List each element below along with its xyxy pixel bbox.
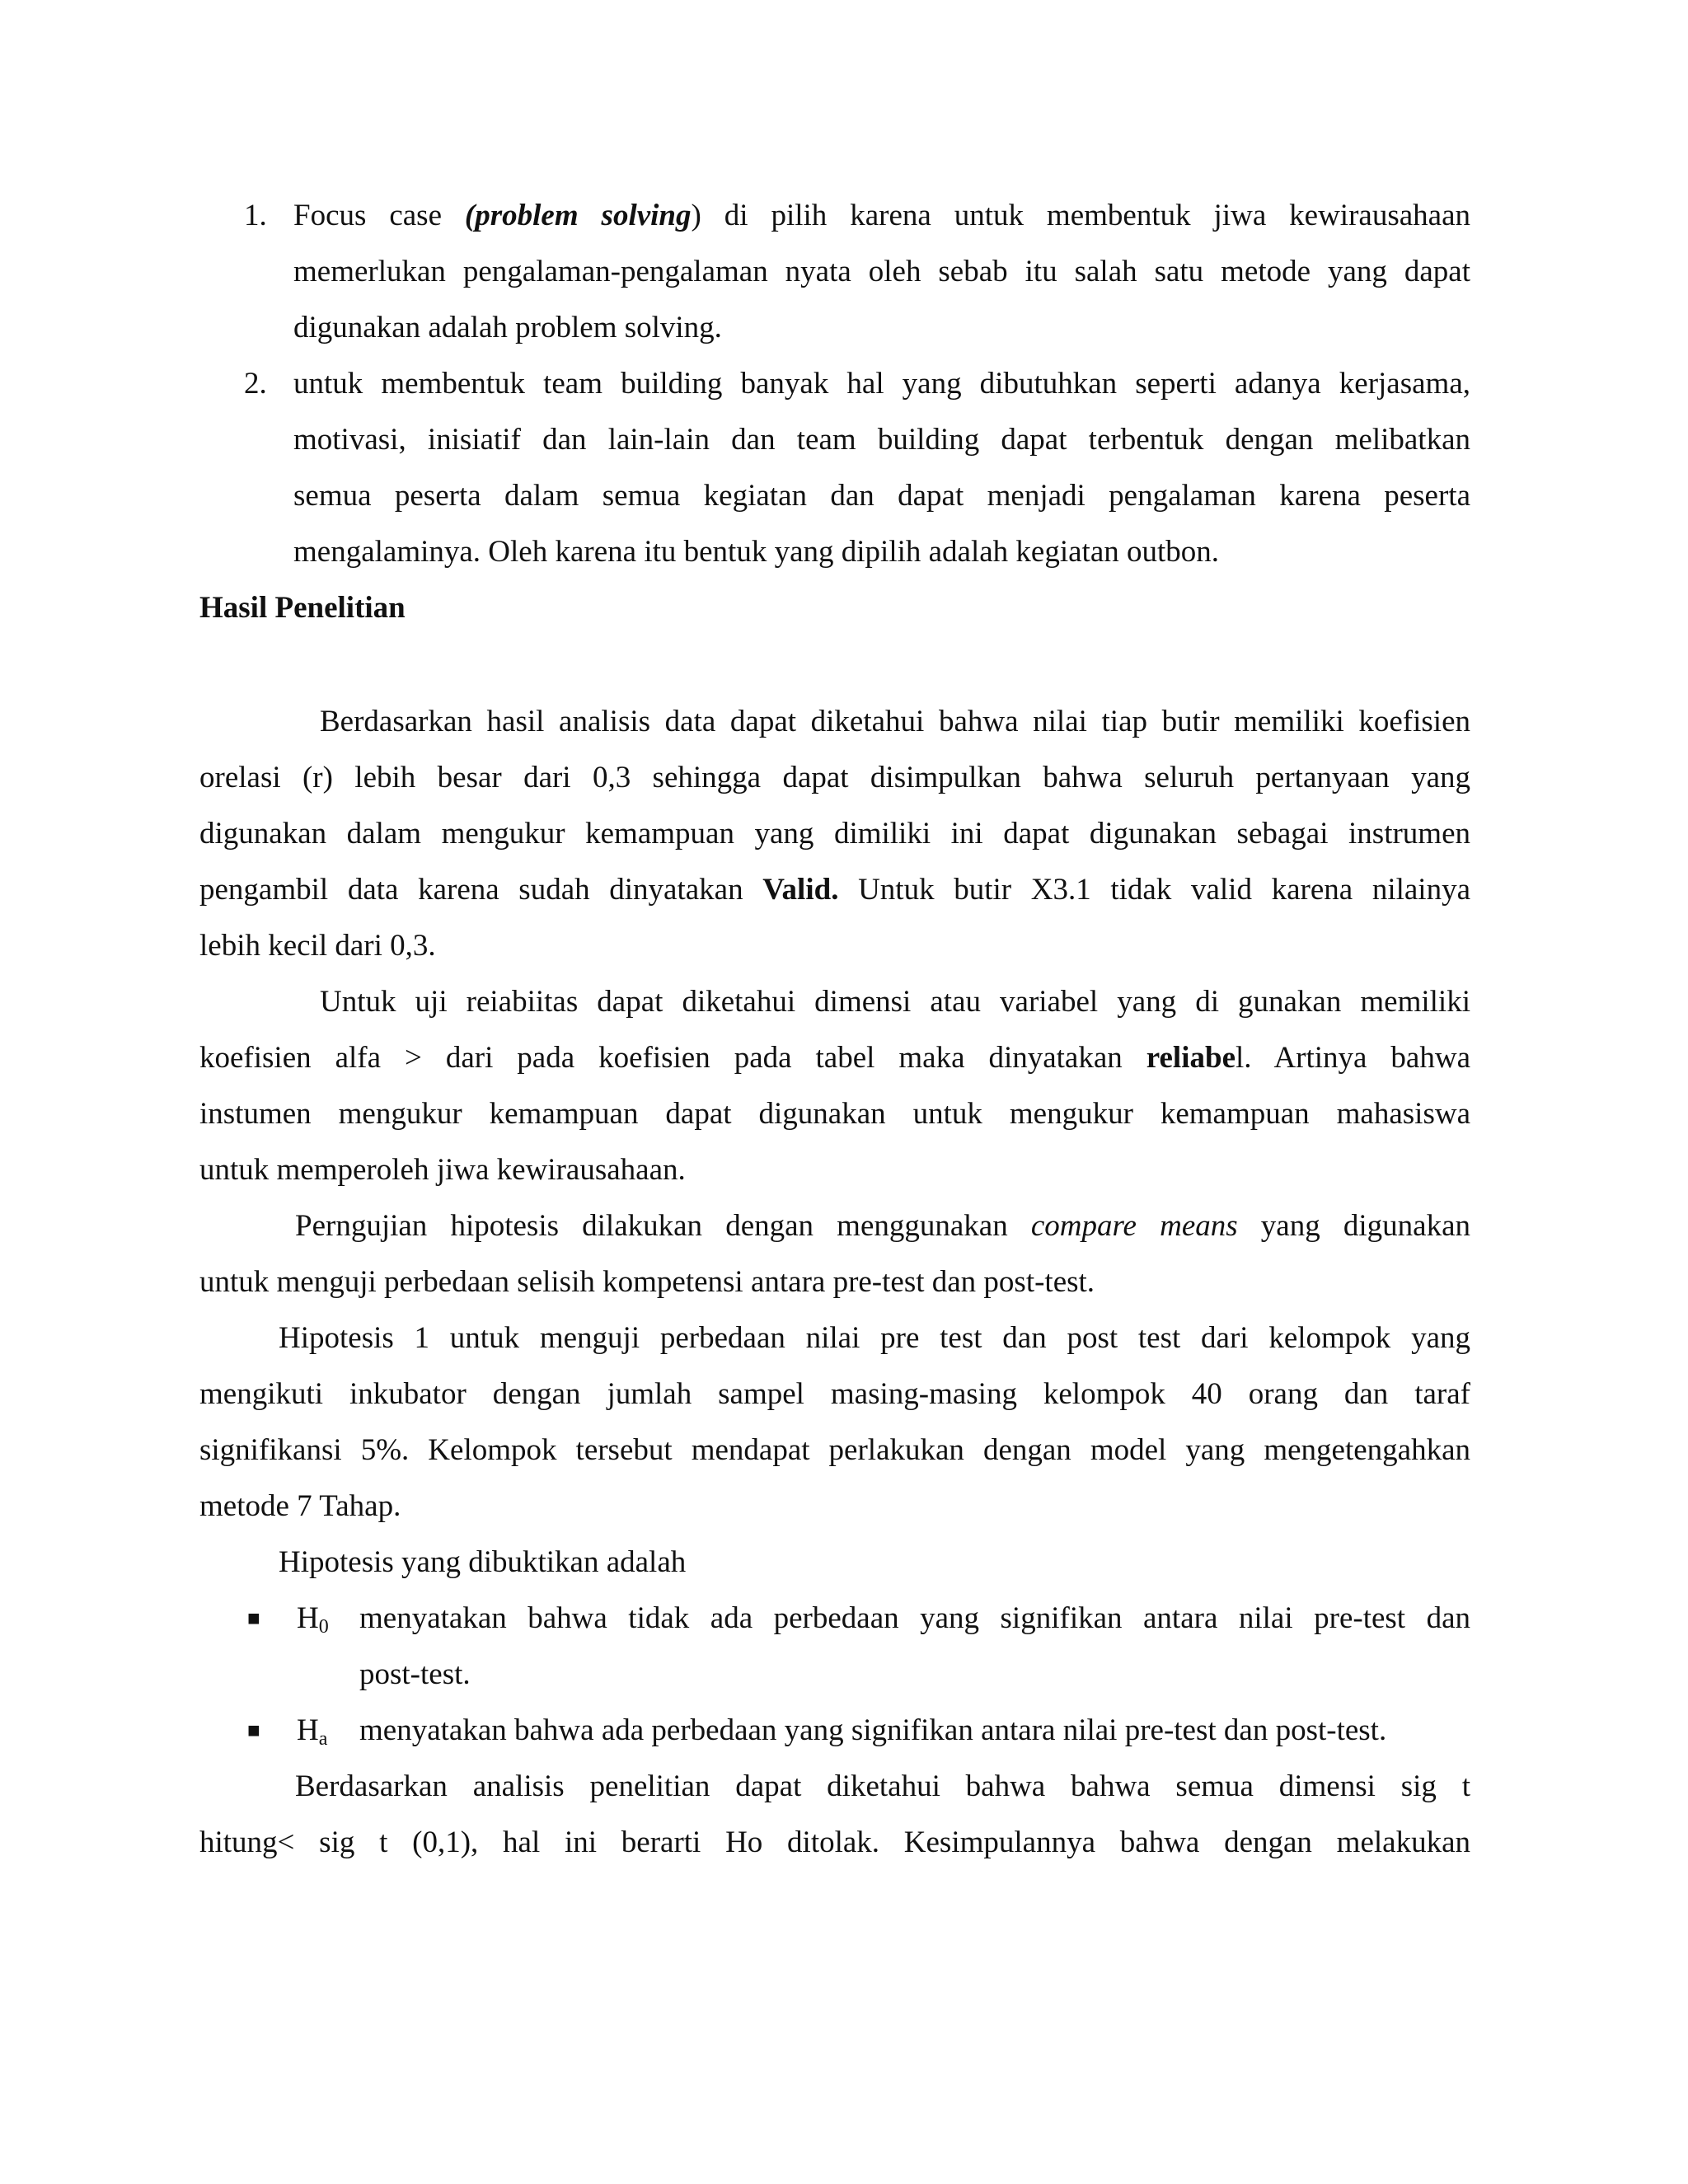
hypothesis-ha-line-1: menyatakan bahwa ada perbedaan yang signifikan antara nilai pre-test dan post-test.	[359, 1713, 1387, 1747]
paragraph-5-line-1: Hipotesis yang dibuktikan adalah	[279, 1545, 687, 1579]
paragraph-4-line-4: metode 7 Tahap.	[199, 1489, 401, 1523]
paragraph-4-line-1: Hipotesis 1 untuk menguji perbedaan nilai pre test dan post test dari kelompok yang	[279, 1321, 1470, 1355]
list-item-2-line-4: mengalaminya. Oleh karena itu bentuk yang dipilih adalah kegiatan outbon.	[293, 535, 1220, 569]
paragraph-6-line-2: hitung< sig t (0,1), hal ini berarti Ho ditolak. Kesimpulannya bahwa dengan melakukan	[199, 1825, 1470, 1859]
paragraph-1-line-5: lebih kecil dari 0,3.	[199, 929, 436, 963]
hypothesis-h0-symbol: $H_0$	[297, 1601, 329, 1638]
paragraph-1-line-3: digunakan dalam mengukur kemampuan yang dimiliki ini dapat digunakan sebagai instrumen	[199, 817, 1470, 851]
list-number-1: 1.	[244, 199, 267, 232]
hypothesis-h0-line-2: post-test.	[359, 1657, 471, 1691]
hypothesis-h0-line-1: menyatakan bahwa tidak ada perbedaan yang signifikan antara nilai pre-test dan	[359, 1601, 1470, 1635]
paragraph-4-line-3: signifikansi 5%. Kelompok tersebut mendapat perlakukan dengan model yang mengetengahkan	[199, 1433, 1470, 1467]
list-item-2-line-2: motivasi, inisiatif dan lain-lain dan team building dapat terbentuk dengan melibatkan	[293, 423, 1470, 457]
paragraph-1-line-2: orelasi (r) lebih besar dari 0,3 sehingga dapat disimpulkan bahwa seluruh pertanyaan yang	[199, 761, 1470, 794]
bullet-icon: ■	[247, 1606, 260, 1630]
paragraph-3-line-1: Perngujian hipotesis dilakukan dengan menggunakan compare means yang digunakan	[295, 1209, 1470, 1243]
heading-text: Hasil Penelitian	[199, 591, 406, 625]
list-number-2: 2.	[244, 367, 267, 401]
list-item-1-line-3: digunakan adalah problem solving.	[293, 311, 722, 344]
list-item-1-line-2: memerlukan pengalaman-pengalaman nyata oleh sebab itu salah satu metode yang dapat	[293, 255, 1470, 288]
list-item-2-line-3: semua peserta dalam semua kegiatan dan dapat menjadi pengalaman karena peserta	[293, 479, 1470, 513]
list-item-1-line-1: Focus case (problem solving) di pilih karena untuk membentuk jiwa kewirausahaan	[293, 199, 1470, 232]
paragraph-4-line-2: mengikuti inkubator dengan jumlah sampel masing-masing kelompok 40 orang dan taraf	[199, 1377, 1470, 1411]
paragraph-3-line-2: untuk menguji perbedaan selisih kompetensi antara pre-test dan post-test.	[199, 1265, 1095, 1299]
paragraph-2-line-1: Untuk uji reiabiitas dapat diketahui dimensi atau variabel yang di gunakan memiliki	[320, 985, 1470, 1019]
paragraph-2-line-2: koefisien alfa > dari pada koefisien pada tabel maka dinyatakan reliabel. Artinya bahwa	[199, 1041, 1470, 1075]
paragraph-1-line-1: Berdasarkan hasil analisis data dapat diketahui bahwa nilai tiap butir memiliki koefisien	[320, 705, 1470, 738]
paragraph-2-line-3: instumen mengukur kemampuan dapat digunakan untuk mengukur kemampuan mahasiswa	[199, 1097, 1470, 1131]
hypothesis-ha-symbol: $H_a$	[297, 1713, 328, 1750]
paragraph-2-line-4: untuk memperoleh jiwa kewirausahaan.	[199, 1153, 686, 1187]
list-item-2-line-1: untuk membentuk team building banyak hal yang dibutuhkan seperti adanya kerjasama,	[293, 367, 1470, 401]
paragraph-1-line-4: pengambil data karena sudah dinyatakan Valid. Untuk butir X3.1 tidak valid karena nilainya	[199, 873, 1470, 907]
paragraph-6-line-1: Berdasarkan analisis penelitian dapat diketahui bahwa bahwa semua dimensi sig t	[295, 1769, 1470, 1803]
bullet-icon: ■	[247, 1718, 260, 1742]
